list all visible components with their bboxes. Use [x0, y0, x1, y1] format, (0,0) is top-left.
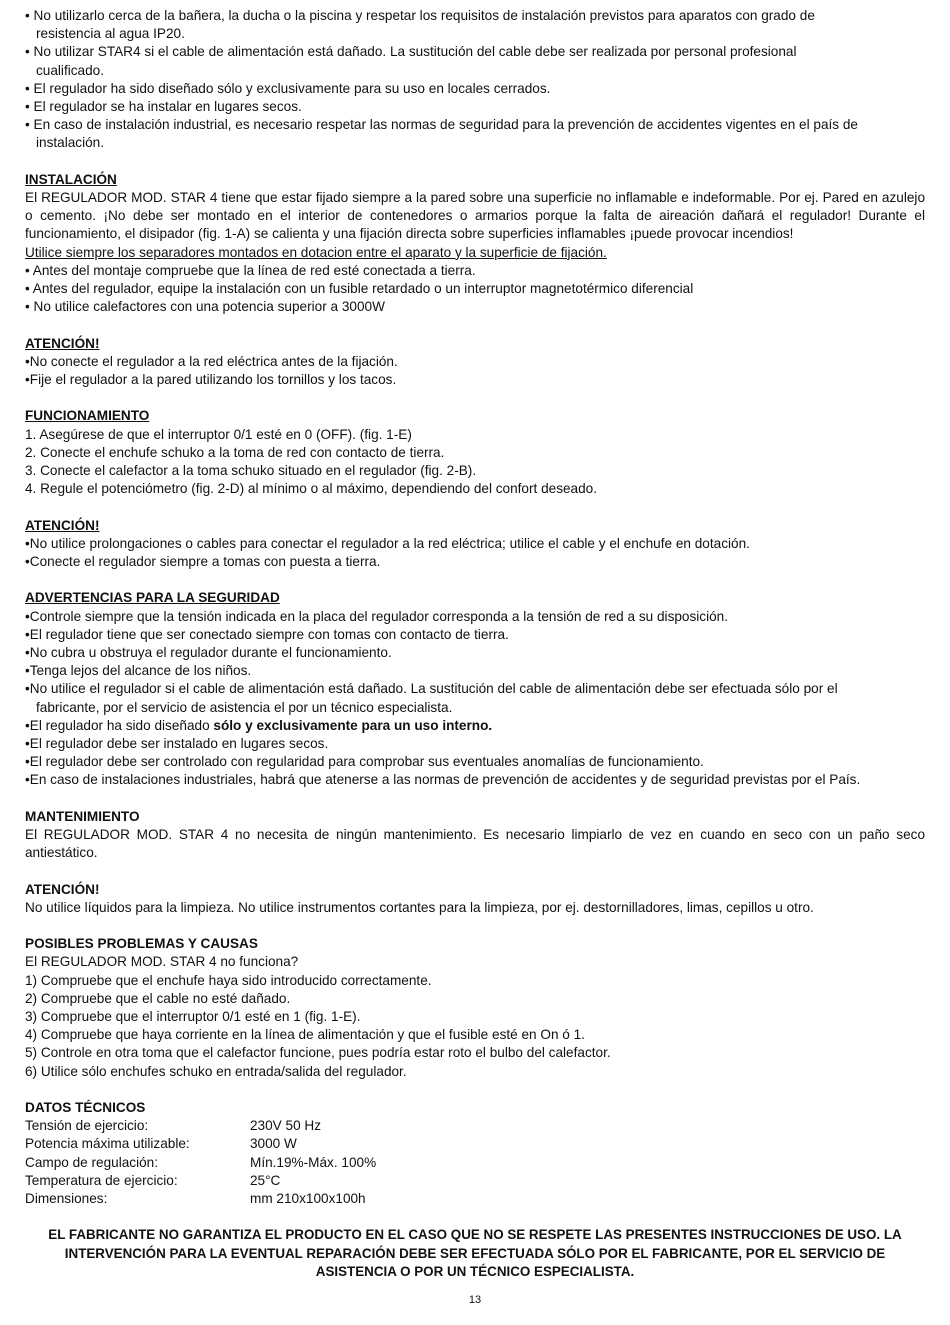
- list-item: 2) Compruebe que el cable no esté dañado.: [25, 990, 291, 1006]
- list-item: 1) Compruebe que el enchufe haya sido introducido correctamente.: [25, 972, 432, 988]
- list-item: 3. Conecte el calefactor a la toma schuko situado en el regulador (fig. 2-B).: [25, 463, 477, 479]
- spec-label: Dimensiones:: [25, 1191, 108, 1207]
- list-item: •El regulador debe ser controlado con regularidad para comprobar sus eventuales anomalías de funcionamiento.: [25, 754, 704, 770]
- list-item: •No utilice prolongaciones o cables para conectar el regulador a la red eléctrica; utilice el cable y el enchufe en dotación.: [25, 535, 750, 551]
- list-item: 5) Controle en otra toma que el calefactor funcione, pues podría estar roto el bulbo del calefactor.: [25, 1045, 611, 1061]
- section-heading-atencion: ATENCIÓN!: [25, 881, 100, 897]
- document-page: [25, 7, 925, 1281]
- section-heading-funcionamiento: FUNCIONAMIENTO: [25, 408, 150, 424]
- emphasis-text: sólo y exclusivamente para un uso interno.: [213, 717, 493, 733]
- manufacturer-disclaimer: EL FABRICANTE NO GARANTIZA EL PRODUCTO EN EL CASO QUE NO SE RESPETE LAS PRESENTES INSTRUCCIONES DE USO. LA INTERVENCIÓN PARA LA EVENTUAL REPARACIÓN DEBE SER EFECTUADA SÓLO POR EL FABRICANTE, POR EL SERVICIO DE ASISTENCIA O POR UN TÉCNICO ESPECIALISTA.: [48, 1227, 902, 1280]
- list-item: • Antes del regulador, equipe la instalación con un fusible retardado o un interruptor magnetotérmico diferencial: [25, 281, 694, 297]
- list-item: •El regulador debe ser instalado en lugares secos.: [25, 736, 329, 752]
- section-heading-datos: DATOS TÉCNICOS: [25, 1100, 146, 1116]
- list-item: •Conecte el regulador siempre a tomas con puesta a tierra.: [25, 554, 381, 570]
- spec-value: Mín.19%-Máx. 100%: [250, 1154, 377, 1170]
- list-item-continuation: cualificado.: [36, 62, 105, 78]
- spec-label: Potencia máxima utilizable:: [25, 1136, 190, 1152]
- list-item-continuation: resistencia al agua IP20.: [36, 26, 185, 42]
- spec-row: [25, 1154, 925, 1172]
- list-item: • En caso de instalación industrial, es necesario respetar las normas de seguridad para la prevención de accidentes vigentes en el país de: [25, 117, 858, 133]
- spec-row: [25, 1190, 925, 1208]
- list-item: •No cubra u obstruya el regulador durante el funcionamiento.: [25, 645, 392, 661]
- list-item: • El regulador ha sido diseñado sólo y exclusivamente para su uso en locales cerrados.: [25, 80, 551, 96]
- list-item: • El regulador se ha instalar en lugares secos.: [25, 99, 302, 115]
- spec-label: Temperatura de ejercicio:: [25, 1172, 178, 1188]
- spec-value: mm 210x100x100h: [250, 1191, 366, 1207]
- list-item: El REGULADOR MOD. STAR 4 no funciona?: [25, 954, 299, 970]
- spec-value: 25°C: [250, 1172, 281, 1188]
- list-item: 4) Compruebe que haya corriente en la línea de alimentación y que el fusible esté en On ó 1.: [25, 1027, 585, 1043]
- intro-list: [25, 7, 925, 153]
- list-item: •Fije el regulador a la pared utilizando los tornillos y los tacos.: [25, 372, 397, 388]
- list-item: •Tenga lejos del alcance de los niños.: [25, 663, 252, 679]
- section-heading-atencion: ATENCIÓN!: [25, 335, 100, 351]
- list-item: •El regulador ha sido diseñado sólo y exclusivamente para un uso interno.: [25, 717, 493, 733]
- list-item-continuation: instalación.: [36, 135, 105, 151]
- list-item: 3) Compruebe que el interruptor 0/1 esté en 1 (fig. 1-E).: [25, 1009, 361, 1025]
- list-item: •No conecte el regulador a la red eléctrica antes de la fijación.: [25, 353, 398, 369]
- spec-row: [25, 1172, 925, 1190]
- section-heading-mantenimiento: MANTENIMIENTO: [25, 808, 140, 824]
- mantenimiento-paragraph: El REGULADOR MOD. STAR 4 no necesita de ningún mantenimiento. Es necesario limpiarlo de vez en cuando en seco con un paño seco antiestático.: [25, 827, 925, 861]
- spec-label: Tensión de ejercicio:: [25, 1118, 149, 1134]
- list-item: 6) Utilice sólo enchufes schuko en entrada/salida del regulador.: [25, 1063, 407, 1079]
- section-heading-advertencias: ADVERTENCIAS PARA LA SEGURIDAD: [25, 590, 280, 606]
- list-item: •No utilice el regulador si el cable de alimentación está dañado. La sustitución del cable de alimentación debe ser efectuada sólo por el: [25, 681, 838, 697]
- list-item: • Antes del montaje compruebe que la línea de red esté conectada a tierra.: [25, 262, 476, 278]
- spec-label: Campo de regulación:: [25, 1154, 158, 1170]
- page-number: 13: [468, 1294, 482, 1306]
- list-item: 1. Asegúrese de que el interruptor 0/1 esté en 0 (OFF). (fig. 1-E): [25, 426, 412, 442]
- list-item: •El regulador tiene que ser conectado siempre con tomas con contacto de tierra.: [25, 626, 509, 642]
- list-item: •Controle siempre que la tensión indicada en la placa del regulador corresponda a la tensión de red a su disposición.: [25, 608, 729, 624]
- atencion-text: No utilice líquidos para la limpieza. No utilice instrumentos cortantes para la limpieza, por ej. destornilladores, limas, cepillos u otro.: [25, 899, 814, 915]
- list-item: • No utilizarlo cerca de la bañera, la ducha o la piscina y respetar los requisitos de instalación previstos para aparatos con grado de: [25, 8, 815, 23]
- list-item: 2. Conecte el enchufe schuko a la toma de red con contacto de tierra.: [25, 444, 445, 460]
- spec-row: [25, 1135, 925, 1153]
- list-item: •En caso de instalaciones industriales, habrá que atenerse a las normas de prevención de accidentes y de seguridad previstas por el País.: [25, 772, 861, 788]
- list-item: • No utilice calefactores con una potencia superior a 3000W: [25, 299, 385, 315]
- list-item: • No utilizar STAR4 si el cable de alimentación está dañado. La sustitución del cable debe ser realizada por personal profesional: [25, 44, 797, 60]
- spec-value: 3000 W: [250, 1136, 297, 1152]
- section-heading-instalacion: INSTALACIÓN: [25, 171, 117, 187]
- instalacion-paragraph: El REGULADOR MOD. STAR 4 tiene que estar fijado siempre a la pared sobre una superficie no inflamable e indeformable. Por ej. Pared en azulejo o cemento. ¡No debe ser montado en el interior de contenedores o armarios porque la falta de aireación dañará el regulador! Durante el funcionamiento, el disipador (fig. 1-A) se calienta y una fijación directa sobre superficies inflamables ¡puede provocar incendios!: [25, 190, 925, 242]
- spec-value: 230V 50 Hz: [250, 1118, 322, 1134]
- list-item-continuation: fabricante, por el servicio de asistencia el por un técnico especialista.: [36, 699, 453, 715]
- list-item: 4. Regule el potenciómetro (fig. 2-D) al mínimo o al máximo, dependiendo del confort deseado.: [25, 481, 598, 497]
- spec-row: [25, 1117, 925, 1135]
- section-heading-atencion: ATENCIÓN!: [25, 517, 100, 533]
- instalacion-note: Utilice siempre los separadores montados en dotacion entre el aparato y la superficie de fijación.: [25, 244, 607, 260]
- section-heading-problemas: POSIBLES PROBLEMAS Y CAUSAS: [25, 936, 258, 952]
